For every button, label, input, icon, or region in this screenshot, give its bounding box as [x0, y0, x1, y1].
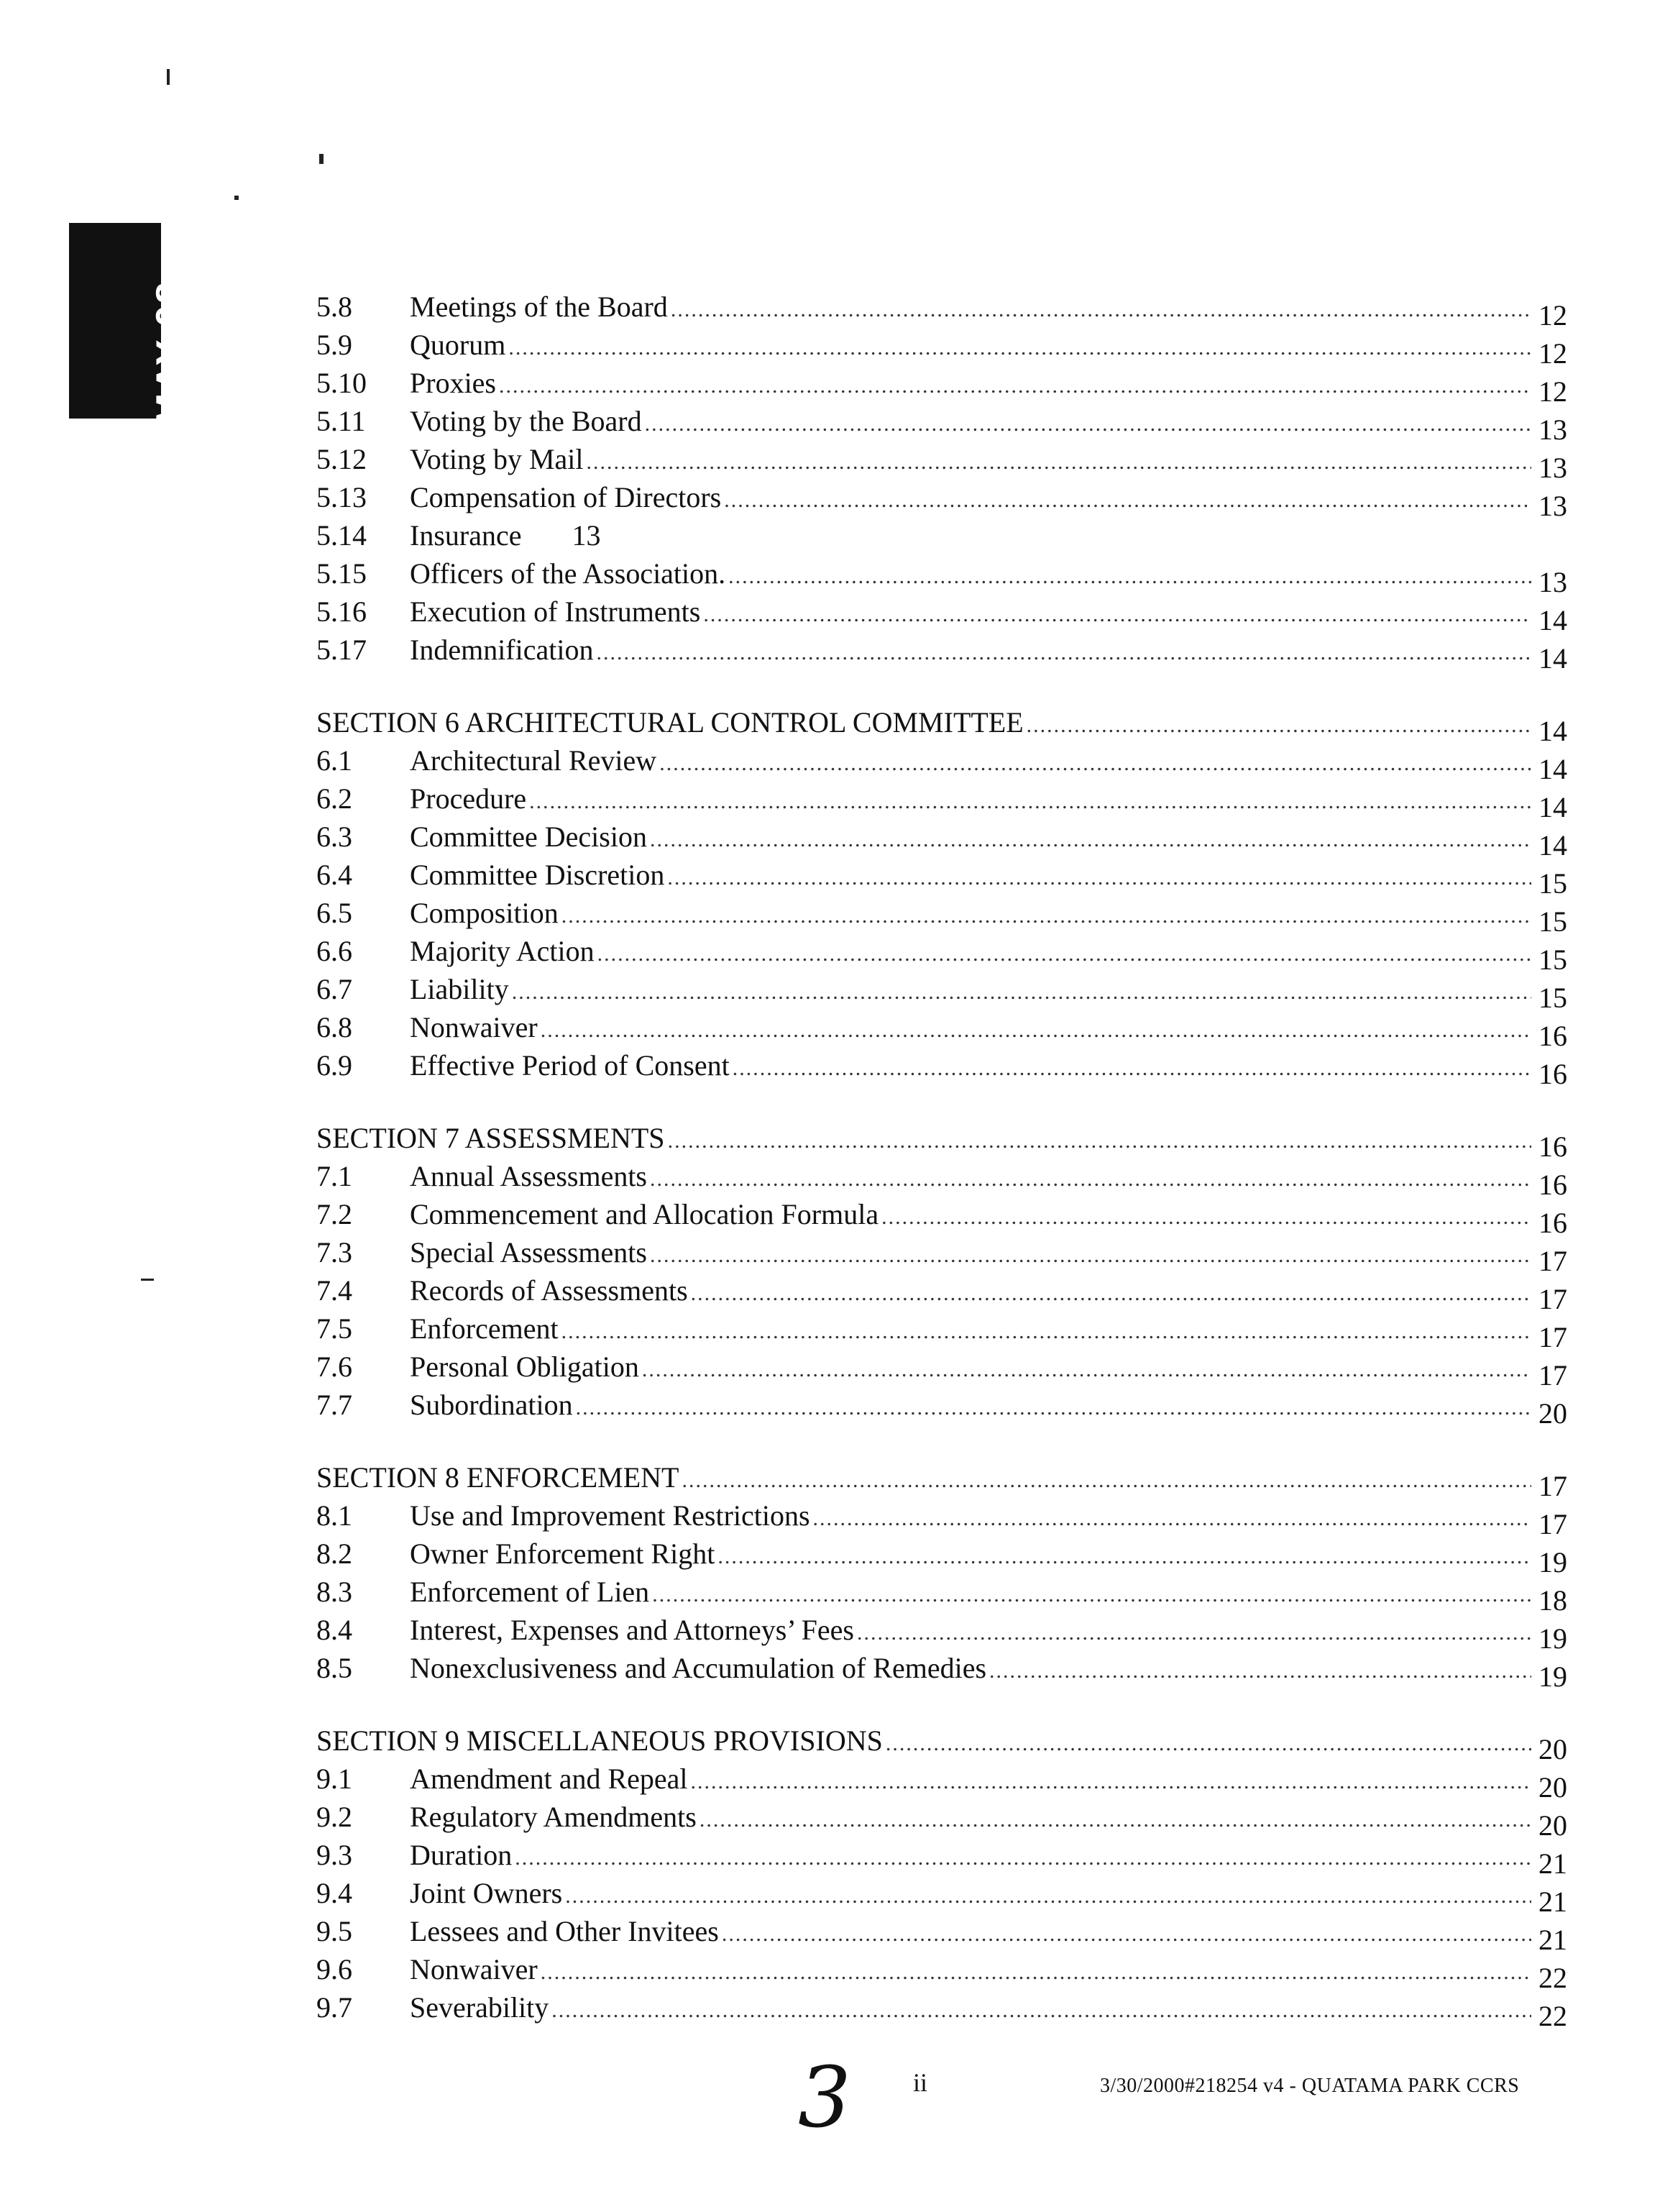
toc-entry-title: Joint Owners [410, 1877, 563, 1909]
toc-entry [316, 326, 1567, 370]
toc-entry-number: 5.16 [316, 595, 367, 628]
toc-entry-title: Meetings of the Board [410, 291, 668, 323]
toc-entry-page: 15 [1538, 905, 1567, 938]
toc-entry-page: 20 [1538, 1809, 1567, 1842]
toc-entry-title: Owner Enforcement Right [410, 1537, 715, 1570]
dot-leader [541, 1953, 1531, 1991]
section-gap [316, 1424, 1567, 1458]
page-number: ii [913, 2068, 928, 2097]
toc-entry-number: 6.9 [316, 1049, 352, 1082]
toc-entry [316, 402, 1567, 446]
dot-leader [722, 1915, 1531, 1953]
dot-leader [682, 1461, 1531, 1499]
toc-entry [316, 1649, 1567, 1693]
toc-entry-title: Records of Assessments [410, 1274, 688, 1307]
dot-leader [565, 1877, 1531, 1915]
dot-leader [642, 1350, 1531, 1389]
toc-entry-number: 9.7 [316, 1991, 352, 2024]
toc-entry-number: 5.8 [316, 291, 352, 323]
toc-entry [316, 1611, 1567, 1655]
dot-leader [671, 291, 1531, 329]
toc-entry-page: 17 [1538, 1321, 1567, 1353]
toc-entry-page: 20 [1538, 1397, 1567, 1430]
toc-entry-title: Nonwaiver [410, 1953, 538, 1985]
toc-entry-number: 5.9 [316, 329, 352, 361]
dot-leader [561, 1312, 1531, 1350]
toc-entry-title: Personal Obligation [410, 1350, 639, 1383]
toc-entry [316, 1195, 1567, 1239]
toc-entry [316, 364, 1567, 408]
toc-entry-title: Compensation of Directors [410, 481, 722, 513]
dot-leader [515, 1839, 1531, 1877]
toc-entry [316, 818, 1567, 862]
dot-leader [587, 443, 1531, 481]
toc-section-heading [316, 1722, 1567, 1765]
toc-entry [316, 631, 1567, 675]
toc-entry-title: Indemnification [410, 634, 594, 666]
toc-entry [316, 856, 1567, 900]
toc-entry-page: 15 [1538, 867, 1567, 900]
toc-entry [316, 1836, 1567, 1880]
dot-leader [691, 1763, 1531, 1801]
toc-entry-number: 8.2 [316, 1537, 352, 1570]
toc-entry-page: 20 [1538, 1771, 1567, 1804]
toc-entry-title: Proxies [410, 367, 496, 399]
scan-mark [319, 154, 324, 164]
toc-entry-number: 6.4 [316, 859, 352, 891]
toc-entry-page: 19 [1538, 1660, 1567, 1693]
toc-entry-number: 6.2 [316, 782, 352, 815]
toc-entry-page: 13 [1538, 566, 1567, 598]
toc-entry [316, 1912, 1567, 1956]
toc-entry [316, 1573, 1567, 1617]
toc-entry-page: 14 [1538, 642, 1567, 675]
toc-entry-title: Committee Discretion [410, 859, 665, 891]
dot-leader [717, 1537, 1531, 1576]
toc-entry-number: 9.4 [316, 1877, 352, 1909]
toc-entry-number: 5.14 [316, 519, 367, 552]
toc-entry-number: 9.5 [316, 1915, 352, 1947]
toc-entry-title: Execution of Instruments [410, 595, 701, 628]
toc-entry-title: Procedure [410, 782, 527, 815]
toc-section-title: SECTION 6 ARCHITECTURAL CONTROL COMMITTEE [316, 706, 1024, 739]
toc-entry-page: 21 [1538, 1924, 1567, 1956]
dot-leader [529, 782, 1531, 821]
toc-entry-number: 6.1 [316, 744, 352, 777]
toc-entry [316, 1760, 1567, 1804]
toc-entry-page: 22 [1538, 2000, 1567, 2032]
toc-entry-page: 19 [1538, 1546, 1567, 1578]
toc-entry [316, 1046, 1567, 1090]
toc-entry-title: Committee Decision [410, 821, 647, 853]
dot-leader [551, 1991, 1531, 2029]
toc-entry-title: Officers of the Association. [410, 557, 726, 590]
toc-section-heading [316, 1458, 1567, 1502]
scan-mark [234, 196, 239, 200]
toc-entry-page: 17 [1538, 1508, 1567, 1540]
toc-entry-page: 14 [1538, 715, 1567, 747]
dot-leader [700, 1801, 1531, 1839]
toc-entry-page: 15 [1538, 982, 1567, 1014]
toc-entry-page: 15 [1538, 943, 1567, 976]
document-id: 3/30/2000#218254 v4 - QUATAMA PARK CCRS [1100, 2075, 1520, 2097]
toc-entry [316, 1348, 1567, 1391]
dot-leader [691, 1274, 1531, 1312]
toc-entry-title: Lessees and Other Invitees [410, 1915, 719, 1947]
toc-entry-page: 12 [1538, 375, 1567, 408]
toc-entry-number: 5.13 [316, 481, 367, 513]
toc-section-title: SECTION 9 MISCELLANEOUS PROVISIONS [316, 1724, 883, 1757]
dot-leader [724, 481, 1531, 519]
toc-entry [316, 440, 1567, 484]
toc-entry-page: 16 [1538, 1020, 1567, 1052]
toc-entry-page: 14 [1538, 829, 1567, 862]
toc-entry-number: 8.4 [316, 1614, 352, 1646]
toc-entry-page: 16 [1538, 1169, 1567, 1201]
toc-entry-title: Severability [410, 1991, 549, 2024]
section-gap [316, 1687, 1567, 1722]
toc-entry-title: Interest, Expenses and Attorneys’ Fees [410, 1614, 854, 1646]
dot-leader [886, 1724, 1531, 1763]
toc-entry-title: Voting by Mail [410, 443, 584, 475]
toc-entry-title: Amendment and Repeal [410, 1763, 688, 1795]
toc-entry-page: 13 [1538, 452, 1567, 484]
toc-entry-page: 13 [572, 519, 601, 552]
toc-entry [316, 970, 1567, 1014]
toc-entry-number: 8.3 [316, 1576, 352, 1608]
toc-entry-title: Regulatory Amendments [410, 1801, 697, 1833]
toc-entry-number: 9.3 [316, 1839, 352, 1871]
toc-entry [316, 288, 1567, 332]
date-stamp [69, 223, 192, 426]
toc-entry-title: Voting by the Board [410, 405, 642, 437]
toc-entry-number: 6.7 [316, 973, 352, 1005]
toc-entry-title: Annual Assessments [410, 1160, 647, 1192]
toc-entry-title: Special Assessments [410, 1236, 647, 1269]
toc-section-heading [316, 703, 1567, 747]
toc-entry-title: Effective Period of Consent [410, 1049, 730, 1082]
toc-entry [316, 1386, 1567, 1430]
toc-entry-page: 16 [1538, 1207, 1567, 1239]
toc-entry-title: Nonwaiver [410, 1011, 538, 1043]
dot-leader [650, 1236, 1531, 1274]
dot-leader [1027, 706, 1531, 744]
toc-entry-number: 7.4 [316, 1274, 352, 1307]
toc-entry-title: Liability [410, 973, 509, 1005]
toc-entry-number: 9.2 [316, 1801, 352, 1833]
toc-entry-number: 7.3 [316, 1236, 352, 1269]
toc-entry [316, 780, 1567, 823]
toc-entry-number: 7.6 [316, 1350, 352, 1383]
toc-entry-number: 9.1 [316, 1763, 352, 1795]
toc-entry-page: 14 [1538, 791, 1567, 823]
toc-entry [316, 894, 1567, 938]
scan-mark [167, 69, 170, 85]
dot-leader [652, 1576, 1531, 1614]
dot-leader [659, 744, 1531, 782]
dot-leader [668, 1122, 1531, 1160]
toc-entry-number: 6.8 [316, 1011, 352, 1043]
toc-entry [316, 1271, 1567, 1315]
dot-leader [499, 367, 1531, 405]
toc-entry-title: Nonexclusiveness and Accumulation of Remedies [410, 1652, 987, 1684]
dot-leader [596, 634, 1531, 672]
toc-entry-page: 19 [1538, 1622, 1567, 1655]
toc-entry-page: 18 [1538, 1584, 1567, 1617]
toc-entry-title: Duration [410, 1839, 513, 1871]
toc-entry-page: 14 [1538, 604, 1567, 636]
toc-entry-number: 8.1 [316, 1499, 352, 1532]
dot-leader [576, 1389, 1531, 1427]
toc-entry [316, 1798, 1567, 1842]
toc-entry-title: Architectural Review [410, 744, 657, 777]
toc-entry-number: 6.6 [316, 935, 352, 967]
handwritten-page-number: 3 [798, 2049, 851, 2147]
dot-leader [541, 1011, 1531, 1049]
dot-leader [561, 897, 1531, 935]
toc-entry [316, 593, 1567, 636]
toc-entry [316, 1535, 1567, 1578]
toc-entry-number: 5.11 [316, 405, 366, 437]
toc-entry [316, 1310, 1567, 1353]
toc-entry-number: 9.6 [316, 1953, 352, 1985]
toc-entry-title: Enforcement [410, 1312, 559, 1345]
toc-entry-page: 22 [1538, 1962, 1567, 1994]
scan-mark [141, 1279, 154, 1281]
table-of-contents [316, 288, 1567, 2032]
toc-section-heading [316, 1119, 1567, 1163]
dot-leader [667, 859, 1531, 897]
toc-entry-page: 16 [1538, 1130, 1567, 1163]
toc-entry-title: Use and Improvement Restrictions [410, 1499, 810, 1532]
section-gap [316, 1084, 1567, 1119]
toc-entry-number: 5.12 [316, 443, 367, 475]
toc-entry-page: 16 [1538, 1058, 1567, 1090]
toc-entry-page: 17 [1538, 1470, 1567, 1502]
dot-leader [733, 1049, 1531, 1087]
toc-entry-page: 12 [1538, 299, 1567, 332]
dot-leader [989, 1652, 1531, 1690]
dot-leader [645, 405, 1531, 443]
toc-entry [316, 1157, 1567, 1201]
toc-entry-number: 7.5 [316, 1312, 352, 1345]
dot-leader [881, 1198, 1531, 1236]
section-gap [316, 669, 1567, 703]
toc-entry-number: 5.17 [316, 634, 367, 666]
dot-leader [597, 935, 1531, 973]
toc-entry-page: 17 [1538, 1245, 1567, 1277]
toc-entry-title: Subordination [410, 1389, 573, 1421]
toc-entry-page: 21 [1538, 1847, 1567, 1880]
toc-entry-title: Quorum [410, 329, 506, 361]
toc-entry-number: 5.15 [316, 557, 367, 590]
toc-entry-number: 6.5 [316, 897, 352, 929]
toc-entry-number: 5.10 [316, 367, 367, 399]
toc-entry-title: Composition [410, 897, 559, 929]
toc-entry-page: 17 [1538, 1283, 1567, 1315]
toc-entry-title: Commencement and Allocation Formula [410, 1198, 879, 1230]
toc-entry-number: 7.2 [316, 1198, 352, 1230]
toc-entry-number: 7.1 [316, 1160, 352, 1192]
toc-entry [316, 932, 1567, 976]
dot-leader [728, 557, 1531, 595]
toc-entry-page: 13 [1538, 490, 1567, 522]
stamp-text: MAY 08 [148, 280, 192, 426]
toc-entry [316, 1008, 1567, 1052]
toc-entry-page: 17 [1538, 1359, 1567, 1391]
dot-leader [703, 595, 1531, 634]
toc-entry-number: 7.7 [316, 1389, 352, 1421]
toc-section-title: SECTION 7 ASSESSMENTS [316, 1122, 665, 1154]
toc-entry-title: Insurance [410, 519, 522, 552]
toc-entry-number: 6.3 [316, 821, 352, 853]
toc-entry [316, 1233, 1567, 1277]
dot-leader [512, 973, 1531, 1011]
toc-entry [316, 516, 1567, 554]
toc-entry-title: Enforcement of Lien [410, 1576, 650, 1608]
dot-leader [857, 1614, 1531, 1652]
toc-entry [316, 1950, 1567, 1994]
toc-entry [316, 1874, 1567, 1918]
toc-entry [316, 478, 1567, 522]
toc-entry-title: Majority Action [410, 935, 595, 967]
toc-entry-page: 13 [1538, 413, 1567, 446]
toc-section-title: SECTION 8 ENFORCEMENT [316, 1461, 679, 1494]
toc-entry [316, 554, 1567, 598]
dot-leader [508, 329, 1531, 367]
toc-entry-page: 12 [1538, 337, 1567, 370]
toc-entry-page: 14 [1538, 753, 1567, 785]
toc-entry [316, 1496, 1567, 1540]
toc-entry-page: 21 [1538, 1886, 1567, 1918]
toc-entry-number: 8.5 [316, 1652, 352, 1684]
toc-entry-page: 20 [1538, 1733, 1567, 1765]
toc-entry [316, 741, 1567, 785]
dot-leader [650, 821, 1531, 859]
dot-leader [813, 1499, 1531, 1537]
toc-entry [316, 1988, 1567, 2032]
dot-leader [650, 1160, 1531, 1198]
